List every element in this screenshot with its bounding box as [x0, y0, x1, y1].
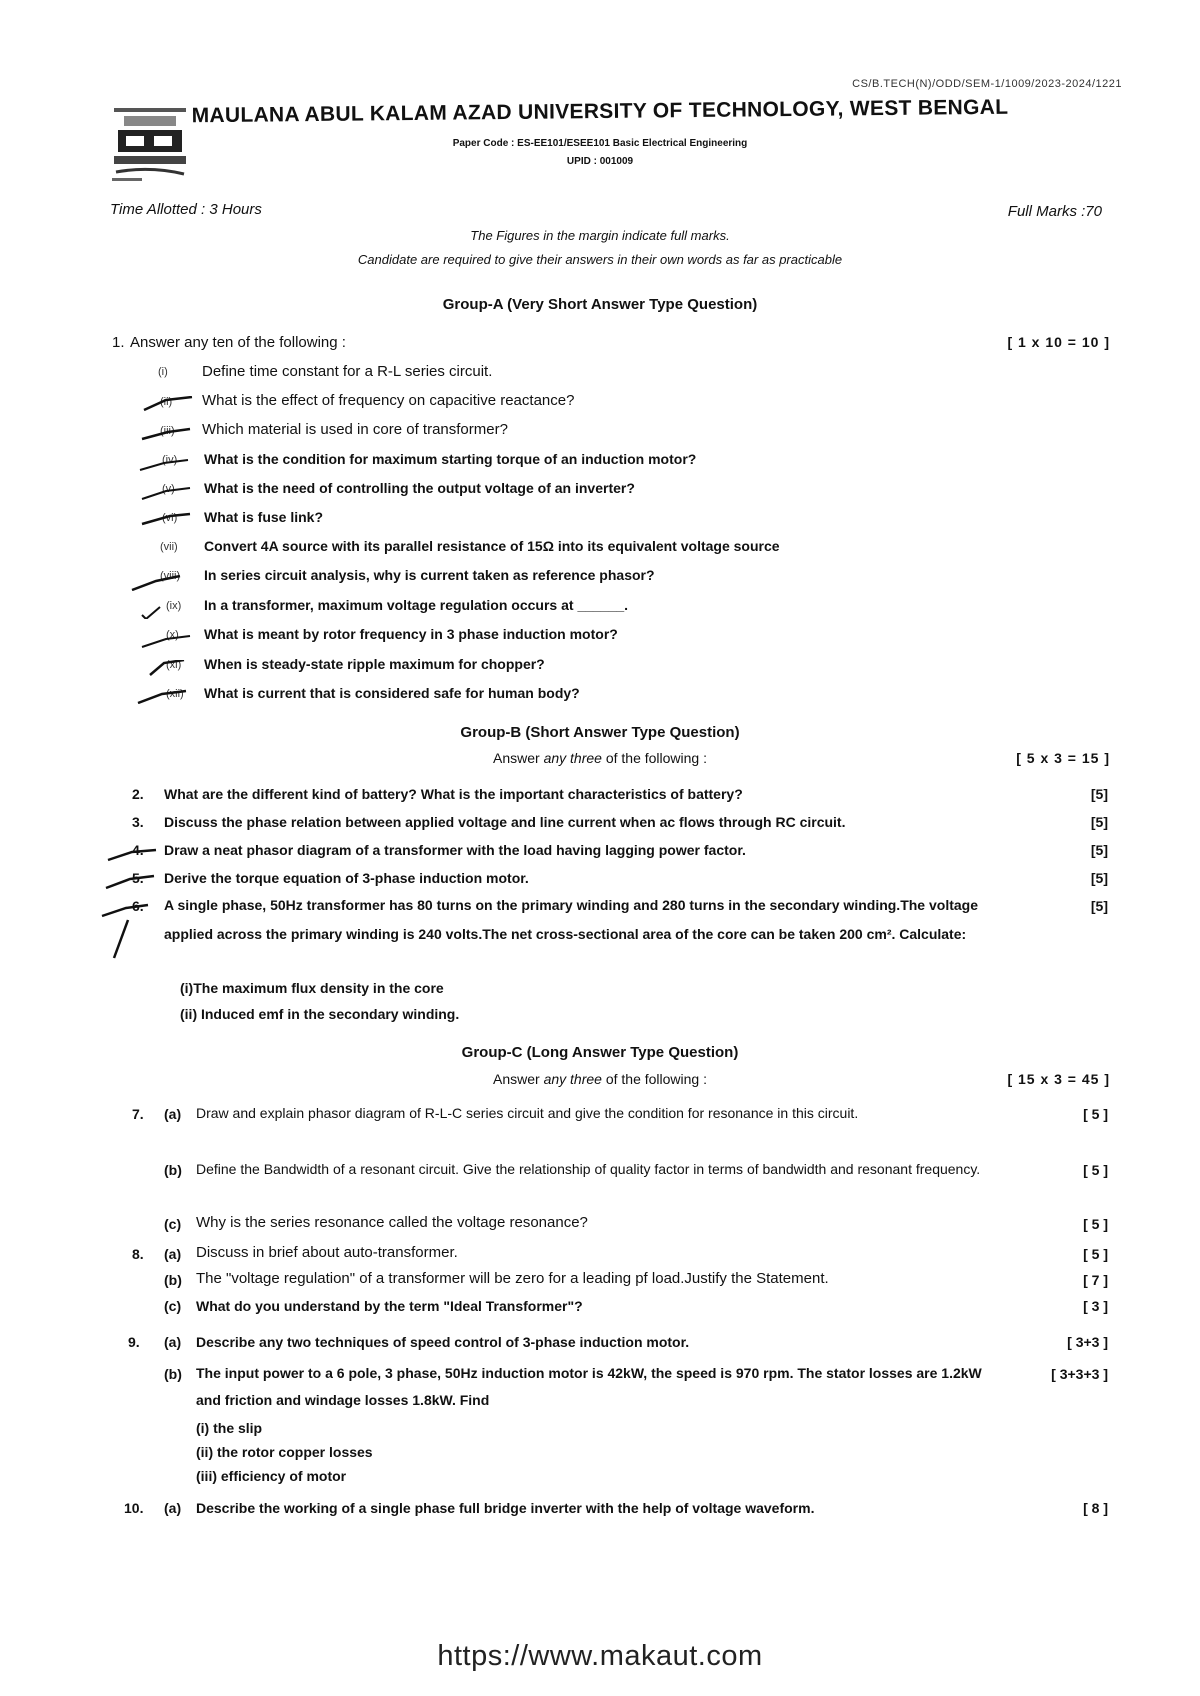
question-marks: [5] [1090, 842, 1108, 858]
university-name: MAULANA ABUL KALAM AZAD UNIVERSITY OF TECHNOLOGY, WEST BENGAL [191, 95, 1009, 128]
question-number: 9. [128, 1334, 140, 1350]
sub-question-marks: [ 7 ] [1083, 1272, 1108, 1288]
sub-question-marks: [ 3+3+3 ] [1051, 1366, 1108, 1382]
handwritten-slash-icon [108, 918, 160, 962]
sub-question-label: (a) [164, 1500, 182, 1516]
note-own-words: Candidate are required to give their answers in their own words as far as practicable [357, 252, 843, 267]
question-number: 3. [132, 814, 144, 830]
sub-part: (ii) the rotor copper losses [196, 1444, 373, 1460]
question-marks: [5] [1090, 786, 1108, 802]
time-allotted: Time Allotted : 3 Hours [110, 201, 262, 218]
list-item-number: (iv) [162, 454, 178, 466]
handwritten-tick-icon [136, 688, 188, 704]
sub-part: (iii) efficiency of motor [196, 1468, 347, 1484]
list-item-number: (vi) [162, 512, 178, 524]
list-item: Define time constant for a R-L series circuit. [202, 363, 493, 380]
list-item: When is steady-state ripple maximum for chopper? [204, 656, 545, 672]
instruction-prefix: Answer [492, 1071, 540, 1087]
question-number: 2. [132, 786, 144, 802]
instruction-suffix: of the following : [605, 1071, 707, 1087]
question-number: 8. [132, 1246, 144, 1262]
sub-question-text: Describe any two techniques of speed control of 3-phase induction motor. [196, 1334, 690, 1350]
sub-part: (i)The maximum flux density in the core [180, 980, 444, 996]
instruction-prefix: Answer [492, 750, 540, 766]
sub-question-text: Describe the working of a single phase full bridge inverter with the help of voltage waveform. [196, 1500, 815, 1516]
sub-question-text: The input power to a 6 pole, 3 phase, 50Hz induction motor is 42kW, the speed is 970 rpm. The stator losses are 1.2kW and friction and windage losses 1.8kW. Find [196, 1365, 982, 1408]
group-c-marks: [ 15 x 3 = 45 ] [1007, 1071, 1110, 1087]
question-marks: [5] [1090, 898, 1108, 914]
footer-url: https://www.makaut.com [437, 1640, 763, 1672]
sub-question-marks: [ 8 ] [1083, 1500, 1108, 1516]
list-item: What is meant by rotor frequency in 3 phase induction motor? [204, 626, 618, 642]
list-item-number: (ii) [160, 396, 173, 408]
list-item-number: (viii) [160, 570, 181, 582]
handwritten-tick-icon [140, 426, 192, 442]
question-1-number: 1. [112, 334, 125, 351]
paper-reference-code: CS/B.TECH(N)/ODD/SEM-1/1009/2023-2024/1221 [852, 78, 1122, 90]
sub-question-text: Why is the series resonance called the voltage resonance? [196, 1214, 588, 1231]
handwritten-tick-icon [144, 660, 196, 676]
upid: UPID : 001009 [566, 156, 634, 167]
instruction-emphasis: any three [543, 750, 602, 766]
question-number: 7. [132, 1106, 144, 1122]
sub-question-marks: [ 3 ] [1083, 1298, 1108, 1314]
list-item: Convert 4A source with its parallel resistance of 15Ω into its equivalent voltage source [204, 538, 780, 554]
handwritten-tick-icon [142, 396, 194, 412]
paper-code: Paper Code : ES-EE101/ESEE101 Basic Electrical Engineering [452, 138, 748, 149]
list-item-number: (xi) [166, 659, 182, 671]
sub-question-marks: [ 3+3 ] [1067, 1334, 1108, 1350]
sub-question-text: What do you understand by the term "Ideal Transformer"? [196, 1298, 583, 1314]
sub-question-label: (a) [164, 1106, 182, 1122]
sub-question-marks: [ 5 ] [1083, 1246, 1108, 1262]
sub-question-label: (a) [164, 1334, 182, 1350]
list-item-number: (x) [166, 629, 179, 641]
sub-question-label: (b) [164, 1162, 182, 1178]
sub-question-text: The "voltage regulation" of a transformer will be zero for a leading pf load.Justify the Statement. [196, 1270, 829, 1287]
group-a-marks: [ 1 x 10 = 10 ] [1007, 334, 1110, 350]
list-item: In series circuit analysis, why is current taken as reference phasor? [204, 567, 655, 583]
question-number: 10. [124, 1500, 144, 1516]
question-text: Draw a neat phasor diagram of a transformer with the load having lagging power factor. [164, 842, 746, 858]
sub-question-text: Define the Bandwidth of a resonant circuit. Give the relationship of quality factor in terms of bandwidth and resonant frequency. [196, 1161, 981, 1177]
list-item: What is fuse link? [204, 509, 324, 525]
sub-question-marks: [ 5 ] [1083, 1216, 1108, 1232]
list-item-number: (iii) [160, 425, 175, 437]
sub-question-marks: [ 5 ] [1083, 1106, 1108, 1122]
handwritten-tick-icon [138, 456, 190, 472]
question-text: Discuss the phase relation between applied voltage and line current when ac flows through RC circuit. [164, 814, 846, 830]
note-margin-marks: The Figures in the margin indicate full marks. [470, 228, 730, 243]
question-marks: [5] [1090, 870, 1108, 886]
sub-part: (i) the slip [196, 1420, 263, 1436]
question-text: A single phase, 50Hz transformer has 80 turns on the primary winding and 280 turns in the secondary winding.The voltage applied across the primary winding is 240 volts.The net cross-sectional area of the core can be taken 200 cm². Calculate: [164, 897, 978, 942]
list-item: What is the condition for maximum starting torque of an induction motor? [204, 451, 697, 467]
group-b-marks: [ 5 x 3 = 15 ] [1016, 750, 1110, 766]
question-marks: [5] [1090, 814, 1108, 830]
list-item: What is the need of controlling the output voltage of an inverter? [204, 480, 635, 496]
handwritten-tick-icon [140, 512, 192, 528]
group-b-title: Group-B (Short Answer Type Question) [460, 724, 740, 741]
handwritten-tick-icon [140, 485, 192, 501]
question-text: Derive the torque equation of 3-phase induction motor. [164, 870, 529, 886]
sub-part: (ii) Induced emf in the secondary winding. [180, 1006, 460, 1022]
group-a-instruction: Answer any ten of the following : [130, 334, 346, 351]
handwritten-tick-icon [130, 575, 182, 591]
handwritten-tick-icon [140, 633, 192, 649]
list-item: What is current that is considered safe for human body? [204, 685, 580, 701]
handwritten-tick-icon [104, 874, 156, 890]
group-c-title: Group-C (Long Answer Type Question) [461, 1044, 739, 1061]
sub-question-label: (c) [164, 1298, 182, 1314]
full-marks: Full Marks :70 [1007, 203, 1102, 220]
handwritten-tick-icon [138, 603, 190, 619]
sub-question-label: (b) [164, 1366, 182, 1382]
question-number: 5. [132, 870, 144, 886]
list-item: Which material is used in core of transformer? [202, 421, 508, 438]
list-item: In a transformer, maximum voltage regulation occurs at ______. [204, 597, 629, 613]
list-item-number: (i) [158, 366, 168, 378]
sub-question-label: (b) [164, 1272, 182, 1288]
group-a-title: Group-A (Very Short Answer Type Question) [442, 296, 758, 313]
sub-question-text: Draw and explain phasor diagram of R-L-C series circuit and give the condition for resonance in this circuit. [196, 1105, 859, 1121]
list-item-number: (xii) [166, 688, 184, 700]
sub-question-label: (c) [164, 1216, 182, 1232]
list-item-number: (ix) [166, 600, 182, 612]
sub-question-marks: [ 5 ] [1083, 1162, 1108, 1178]
instruction-emphasis: any three [543, 1071, 602, 1087]
instruction-suffix: of the following : [605, 750, 707, 766]
handwritten-tick-icon [100, 902, 152, 918]
question-number: 4. [132, 842, 144, 858]
question-number: 6. [132, 898, 144, 914]
list-item-number: (v) [162, 483, 175, 495]
list-item: What is the effect of frequency on capacitive reactance? [202, 392, 575, 409]
list-item-number: (vii) [160, 541, 178, 553]
handwritten-tick-icon [106, 846, 158, 862]
question-text: What are the different kind of battery? What is the important characteristics of battery? [164, 786, 743, 802]
sub-question-label: (a) [164, 1246, 182, 1262]
sub-question-text: Discuss in brief about auto-transformer. [196, 1244, 458, 1261]
